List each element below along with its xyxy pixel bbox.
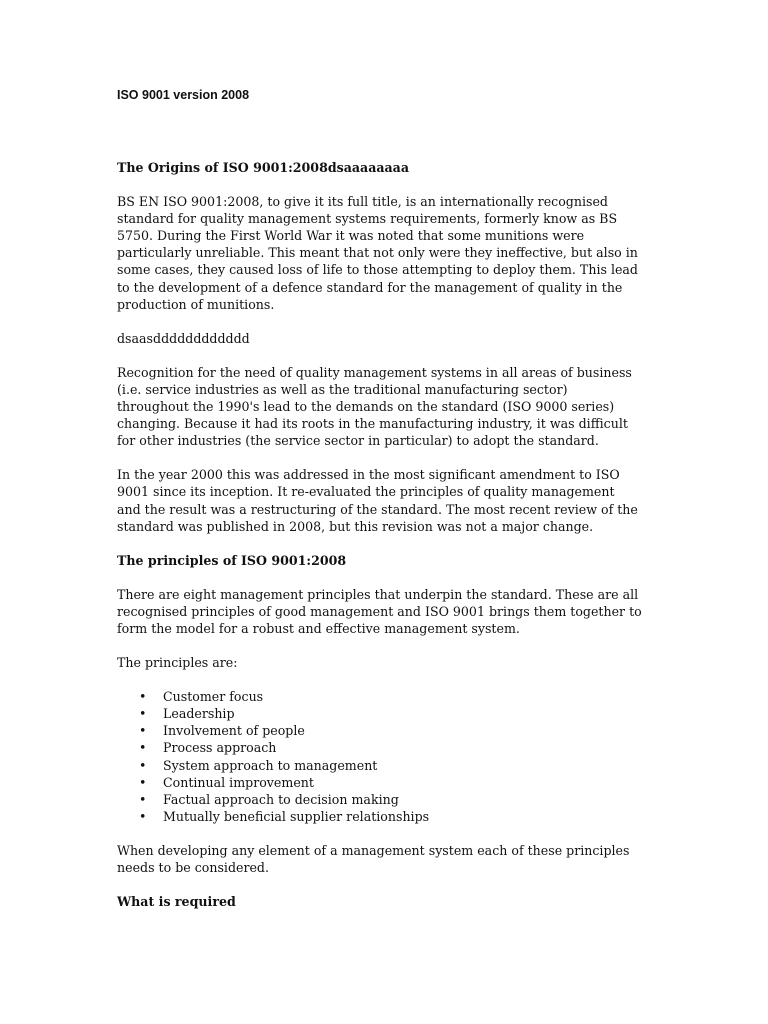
principles-heading: The principles of ISO 9001:2008 [117,552,347,568]
list-item [139,688,642,705]
list-item-text: Continual improvement [163,774,314,790]
principles-list [117,688,642,825]
origins-paragraph-3: Recognition for the need of quality management systems in all areas of business (i.e. service industries as well as the traditional manufacturing sector) throughout the 1990's lead to the demands on the standard (ISO 9000 series) changing. Because it had its roots in the manufacturing industry, it was difficult for other industries (the service sector in particular) to adopt the standard. [117,364,632,449]
principles-intro: The principles are: [117,655,238,671]
bullet-icon: • [139,723,147,739]
origins-paragraph-2: dsaasdddddddddddd [117,330,250,346]
bullet-icon: • [139,808,147,824]
bullet-icon: • [139,706,147,722]
origins-paragraph-1: BS EN ISO 9001:2008, to give it its full title, is an internationally recognised standard for quality management systems requirements, formerly know as BS 5750. During the First World War it was noted that some munitions were particularly unreliable. This meant that not only were they ineffective, but also in some cases, they caused loss of life to those attempting to deploy them. This lead to the development of a defence standard for the management of quality in the production of munitions. [117,194,638,312]
list-item [139,808,642,825]
list-item-text: Factual approach to decision making [163,791,399,807]
list-item-text: Mutually beneficial supplier relationships [163,808,430,824]
list-item [139,757,642,774]
origins-heading: The Origins of ISO 9001:2008dsaaaaaaaa [117,160,410,175]
list-item [139,774,642,791]
principles-paragraph-2: When developing any element of a management system each of these principles needs to be considered. [117,842,630,875]
origins-paragraph-4: In the year 2000 this was addressed in the most significant amendment to ISO 9001 since its inception. It re-evaluated the principles of quality management and the result was a restructuring of the standard. The most recent review of the standard was published in 2008, but this revision was not a major change. [117,467,638,534]
required-heading: What is required [117,894,236,910]
bullet-icon: • [139,791,147,807]
list-item-text: Process approach [163,740,277,756]
list-item-text: Leadership [163,706,235,722]
document-title: ISO 9001 version 2008 [117,88,250,102]
bullet-icon: • [139,689,147,705]
list-item-text: Involvement of people [163,723,305,739]
bullet-icon: • [139,740,147,756]
list-item-text: Customer focus [163,689,264,705]
principles-paragraph-1: There are eight management principles that underpin the standard. These are all recognised principles of good management and ISO 9001 brings them together to form the model for a robust and effective management system. [117,586,642,636]
list-item-text: System approach to management [163,757,378,773]
bullet-icon: • [139,774,147,790]
list-item [139,705,642,722]
bullet-icon: • [139,757,147,773]
document-body [117,159,642,927]
list-item [139,739,642,756]
list-item [139,722,642,739]
list-item [139,791,642,808]
